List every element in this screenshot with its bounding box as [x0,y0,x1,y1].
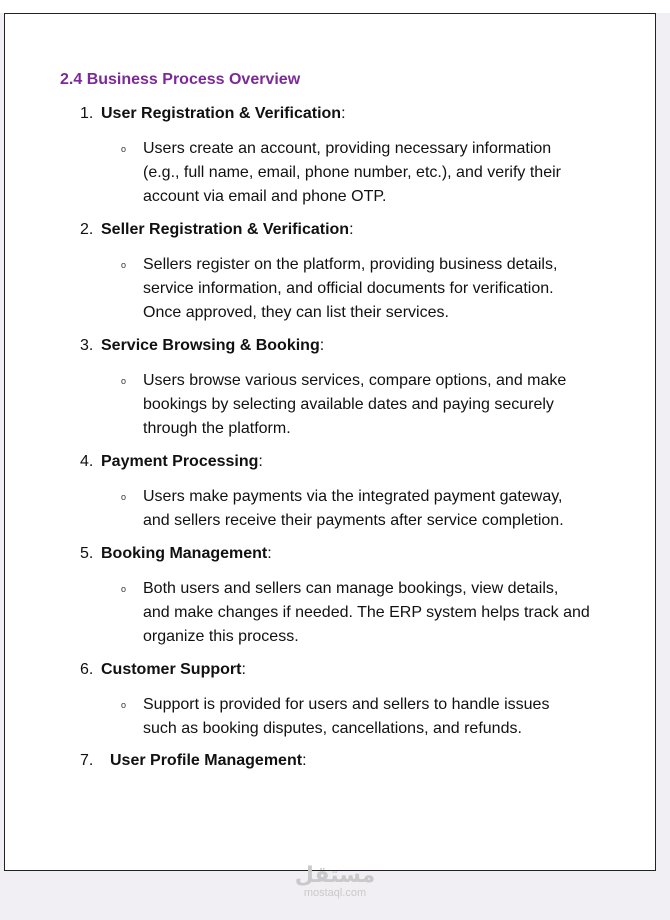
item-description [143,369,623,441]
item-number: 7. [80,752,94,769]
description-line: through the platform. [143,420,291,437]
list-item-title [80,544,272,564]
item-label: User Profile Management [110,752,303,769]
watermark-logo: مستقل [294,862,376,887]
bullet-icon: o [121,492,127,502]
description-line: Users browse various services, compare options, and make [143,372,567,389]
list-item-title [80,336,324,356]
item-description [143,485,623,533]
item-description [143,577,623,649]
watermark-text: mostaql.com [303,887,367,899]
top-margin [0,0,670,13]
item-colon: : [258,453,263,470]
item-colon: : [267,545,272,562]
item-number: 2. [80,221,94,238]
description-line: Support is provided for users and sellers to handle issues [143,696,550,713]
item-label: User Registration & Verification [101,105,342,122]
bullet-icon: o [121,376,127,386]
item-colon: : [241,661,246,678]
document-page [4,13,656,871]
description-line: service information, and official documents for verification. [143,280,554,297]
bullet-icon: o [121,700,127,710]
description-line: bookings by selecting available dates and paying securely [143,396,554,413]
item-label: Booking Management [101,545,268,562]
item-colon: : [341,105,346,122]
description-line: Both users and sellers can manage bookings, view details, [143,580,559,597]
list-item-title [80,660,246,680]
item-description [143,137,623,209]
item-number: 5. [80,545,94,562]
item-label: Payment Processing [101,453,259,470]
item-label: Service Browsing & Booking [101,337,320,354]
description-line: Users make payments via the integrated payment gateway, [143,488,563,505]
list-item-title [80,104,346,124]
description-line: (e.g., full name, email, phone number, etc.), and verify their [143,164,561,181]
description-line: such as booking disputes, cancellations, and refunds. [143,720,522,737]
description-line: and sellers receive their payments after service completion. [143,512,564,529]
section-heading: 2.4 Business Process Overview [60,71,301,88]
description-line: and make changes if needed. The ERP system helps track and [143,604,590,621]
item-number: 4. [80,453,94,470]
description-line: Sellers register on the platform, providing business details, [143,256,558,273]
description-line: organize this process. [143,628,299,645]
item-label: Seller Registration & Verification [101,221,350,238]
item-description [143,253,623,325]
item-colon: : [302,752,307,769]
bullet-icon: o [121,584,127,594]
item-colon: : [349,221,354,238]
item-number: 1. [80,105,94,122]
item-number: 6. [80,661,94,678]
list-item-title [80,452,263,472]
list-item-title [80,751,307,771]
item-colon: : [319,337,325,354]
bullet-icon: o [121,144,127,154]
item-label: Customer Support [101,661,242,678]
list-item-title [80,220,354,240]
description-line: Users create an account, providing necessary information [143,140,552,157]
item-number: 3. [80,337,94,354]
description-line: Once approved, they can list their services. [143,304,449,321]
item-description [143,693,623,741]
bullet-icon: o [121,260,127,270]
description-line: account via email and phone OTP. [143,188,387,205]
